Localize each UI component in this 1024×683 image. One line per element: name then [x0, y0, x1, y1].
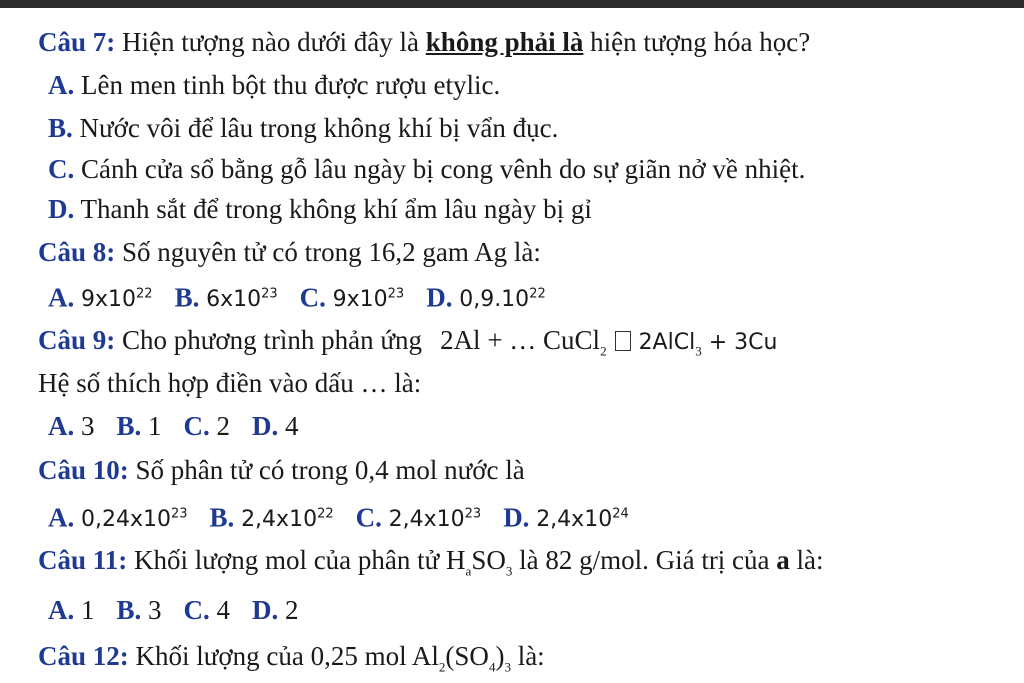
subscript-2: 2: [438, 659, 446, 675]
question-12-text: Khối lượng của 0,25 mol Al: [128, 641, 439, 671]
equation: 2Al + … CuCl$_2$ 2AlCl$_3$ + 3Cu: [440, 325, 778, 359]
option-letter: C.: [299, 282, 326, 313]
question-10-text: Số phân tử có trong 0,4 mol nước là: [128, 455, 525, 485]
option-letter: A.: [48, 595, 75, 625]
option-value: $9x10^{22}$: [81, 287, 153, 313]
option-letter: A.: [48, 411, 75, 441]
question-9-options: [48, 410, 299, 442]
question-8-label: Câu 8:: [38, 237, 116, 267]
subscript-a: a: [465, 563, 472, 579]
subscript-3: 3: [504, 659, 511, 675]
question-9: [38, 324, 777, 367]
option-value: $9x10^{23}$: [332, 287, 405, 313]
question-12-text-after: là:: [510, 641, 545, 671]
question-7-option-a: [48, 69, 500, 101]
question-10: [38, 454, 525, 486]
question-7-label: Câu 7:: [38, 27, 116, 57]
formula-so: SO: [471, 545, 506, 575]
question-7-option-d: [48, 193, 592, 225]
option-letter: B.: [209, 502, 235, 533]
option-letter: C.: [183, 411, 210, 441]
question-7-emphasis: không phải là: [425, 27, 584, 57]
question-7-option-c: [48, 153, 805, 185]
option-value: 0,9.10$^{22}$: [459, 287, 546, 313]
question-11-text-after: là:: [789, 545, 824, 575]
question-7-text-after: hiện tượng hóa học?: [583, 27, 811, 57]
option-letter: D.: [252, 411, 279, 441]
option-text: 1: [74, 595, 95, 625]
option-letter: A.: [48, 70, 75, 100]
option-text: Lên men tinh bột thu được rượu etylic.: [74, 70, 501, 100]
option-letter: C.: [355, 502, 382, 533]
option-letter: D.: [252, 595, 279, 625]
arrow-placeholder-icon: [615, 331, 631, 351]
question-7: [38, 26, 810, 58]
question-11: [38, 544, 824, 587]
subscript-3: 3: [505, 563, 513, 579]
option-letter: B.: [174, 282, 200, 313]
option-text: 4: [278, 411, 299, 441]
question-11-text-mid: là 82 g/mol. Giá trị của: [512, 545, 777, 575]
option-value: $2,4x10^{23}$: [388, 507, 482, 533]
option-text: 2: [278, 595, 299, 625]
question-11-label: Câu 11:: [38, 545, 128, 575]
question-12: [38, 640, 545, 683]
question-8-options: [48, 279, 546, 316]
top-dark-bar: [0, 0, 1024, 8]
option-text: Nước vôi để lâu trong không khí bị vẩn đục.: [72, 113, 559, 143]
question-11-options: [48, 594, 299, 626]
option-text: Thanh sắt để trong không khí ẩm lâu ngày bị gỉ: [74, 194, 592, 224]
close-paren: ): [495, 641, 505, 671]
option-text: 3: [74, 411, 95, 441]
option-letter: A.: [48, 282, 75, 313]
question-9-label: Câu 9:: [38, 325, 116, 355]
option-value: $6x10^{23}$: [206, 287, 278, 313]
option-value: $2,4x10^{24}$: [536, 507, 629, 533]
option-value: $0,24x10^{23}$: [81, 507, 188, 533]
option-letter: D.: [426, 282, 453, 313]
option-text: 2: [209, 411, 231, 441]
bold-a: a: [776, 545, 790, 575]
question-12-label: Câu 12:: [38, 641, 129, 671]
option-text: 4: [209, 595, 231, 625]
option-letter: B.: [116, 411, 142, 441]
question-7-text-before: Hiện tượng nào dưới đây là: [115, 27, 426, 57]
question-11-text: Khối lượng mol của phân tử H: [127, 545, 466, 575]
option-text: 1: [141, 411, 162, 441]
question-10-options: [48, 499, 629, 536]
option-value: $2,4x10^{22}$: [241, 507, 334, 533]
option-text: Cánh cửa sổ bằng gỗ lâu ngày bị cong vênh do sự giãn nở về nhiệt.: [74, 154, 806, 184]
option-letter: C.: [183, 595, 210, 625]
question-8: [38, 236, 541, 268]
option-letter: A.: [48, 502, 75, 533]
option-letter: B.: [48, 113, 73, 143]
question-10-label: Câu 10:: [38, 455, 129, 485]
formula-so: (SO: [445, 641, 489, 671]
option-letter: D.: [503, 502, 530, 533]
option-text: 3: [141, 595, 162, 625]
option-letter: B.: [116, 595, 142, 625]
question-9-text: Cho phương trình phản ứng: [115, 325, 423, 355]
question-7-option-b: [48, 112, 558, 144]
subscript-4: 4: [488, 659, 496, 675]
question-9-line2: Hệ số thích hợp điền vào dấu … là:: [38, 368, 422, 398]
question-8-text: Số nguyên tử có trong 16,2 gam Ag là:: [115, 237, 541, 267]
option-letter: D.: [48, 194, 75, 224]
option-letter: C.: [48, 154, 75, 184]
